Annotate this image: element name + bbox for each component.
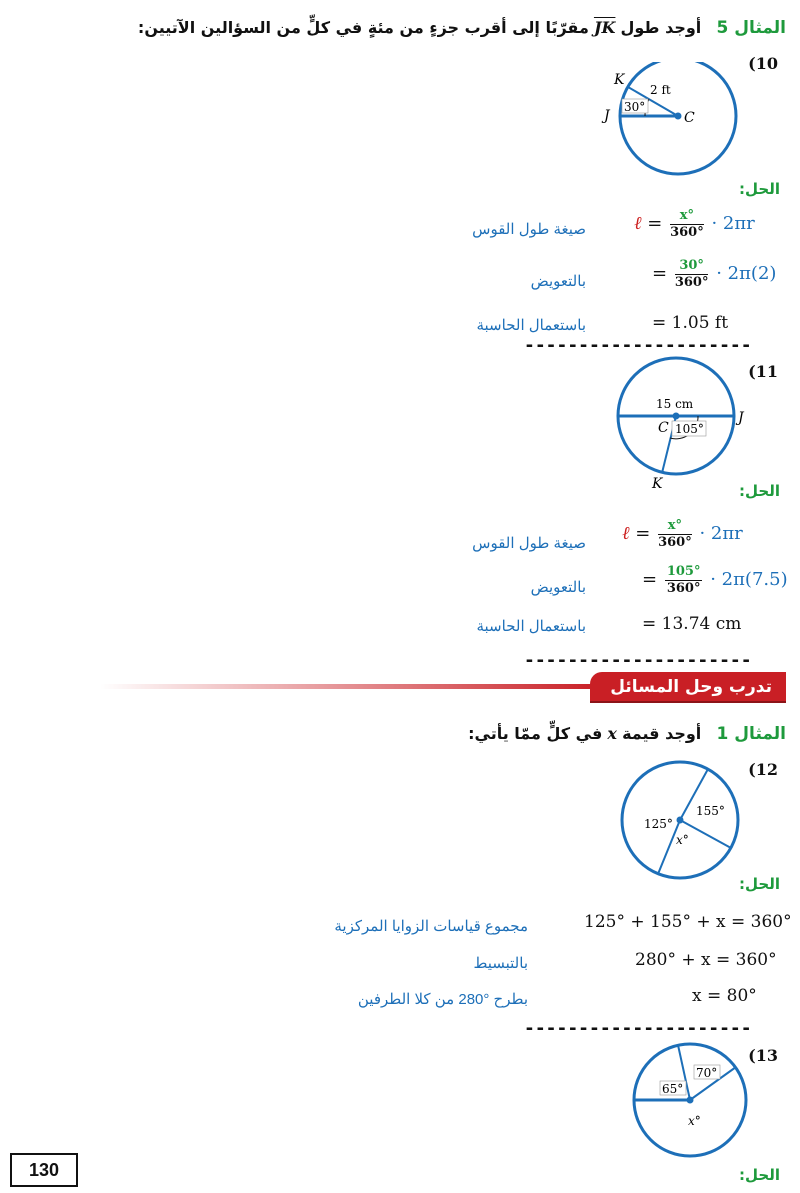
formula-rest: · 2πr [699,523,743,544]
variable-x: x [607,724,617,743]
label-diameter: 15 cm [656,397,694,411]
equation-row: x = 80° [692,986,757,1006]
page-number: 130 [10,1153,78,1187]
fraction-numerator: 30° [675,258,709,275]
question-number: (13 [748,1046,778,1065]
separator: --------------------- [524,335,752,356]
angle-label: 125° [644,817,673,831]
fraction [670,208,704,240]
example5-heading [138,18,786,38]
label-c: C [684,110,695,126]
step-note: صيغة طول القوس [472,221,586,238]
solution-label: الحل: [739,482,780,500]
angle-label: x° [688,1114,701,1128]
step-note: بالتبسيط [473,955,528,972]
equation-row [652,313,728,333]
label-k: K [614,72,625,88]
label-angle: 105° [675,422,704,436]
fraction [665,564,703,596]
equals-sign: = [652,263,668,284]
instruction-text: أوجد طول [620,18,702,37]
equals-sign: = [642,569,658,590]
equation-row: 125° + 155° + x = 360° [584,912,792,932]
fraction-denominator: 360° [670,225,704,240]
step-note: بالتعويض [530,579,586,596]
fraction [675,258,709,290]
instruction-text: مقرّبًا إلى أقرب جزءٍ من مئةٍ في كلٍّ من السؤالين الآتيين: [137,18,589,37]
step-note: صيغة طول القوس [472,535,586,552]
question-number: (10 [748,54,778,73]
fraction-numerator: 105° [666,564,701,579]
step-note: مجموع قياسات الزوايا المركزية [334,918,528,935]
fraction-denominator: 360° [658,535,692,550]
label-j: J [604,108,610,124]
angle-label: 155° [696,804,725,818]
solution-label: الحل: [739,180,780,198]
question-number: (12 [748,760,778,779]
equals-sign: = [642,614,657,634]
fraction [658,518,692,550]
arc-name: JK [593,18,616,37]
equation-row [642,564,788,596]
label-angle: 30° [624,100,646,114]
formula-rest: · 2πr [711,213,755,234]
equation-row [622,518,743,550]
label-j: J [738,410,744,426]
example-label: المثال 1 [716,724,786,744]
solution-label: الحل: [739,875,780,893]
label-c: C [658,420,669,436]
separator: --------------------- [524,650,752,671]
label-k: K [652,476,663,492]
banner-stripe [100,684,600,689]
separator: --------------------- [524,1018,752,1039]
equation-row [652,258,776,290]
angle-label: 70° [696,1066,718,1080]
equation-row [642,614,741,634]
equals-sign: = [635,523,651,544]
equation-row [634,208,755,240]
formula-rest: · 2π(2) [716,263,777,284]
step-note: بالتعويض [530,273,586,290]
example-label: المثال 5 [716,18,786,38]
result-value: 13.74 cm [661,614,742,634]
circle-diagram-q12 [600,760,760,880]
equals-sign: = [652,313,667,333]
instruction-text: في كلٍّ ممّا يأتي: [468,724,603,743]
section-banner: تدرب وحل المسائل [590,672,786,703]
step-note: باستعمال الحاسبة [476,618,586,635]
circle-diagram-q13 [610,1040,760,1160]
ell-symbol: ℓ [634,213,642,234]
circle-diagram-q10 [600,62,760,182]
formula-rest: · 2π(7.5) [710,569,788,590]
step-note: باستعمال الحاسبة [476,317,586,334]
fraction-numerator: x° [658,518,692,535]
fraction-denominator: 360° [666,581,701,596]
instruction-text: أوجد قيمة [622,724,702,743]
equation-row: 280° + x = 360° [635,950,777,970]
solution-label: الحل: [739,1166,780,1184]
example1-heading [468,724,786,744]
ell-symbol: ℓ [622,523,630,544]
question-number: (11 [748,362,778,381]
angle-label: x° [676,833,689,847]
equals-sign: = [647,213,663,234]
fraction-numerator: x° [670,208,704,225]
circle-diagram-q11 [600,352,760,492]
fraction-denominator: 360° [674,275,709,290]
angle-label: 65° [662,1082,684,1096]
result-value: 1.05 ft [671,313,729,333]
label-radius: 2 ft [650,83,671,97]
step-note: بطرح °280 من كلا الطرفين [357,991,528,1008]
